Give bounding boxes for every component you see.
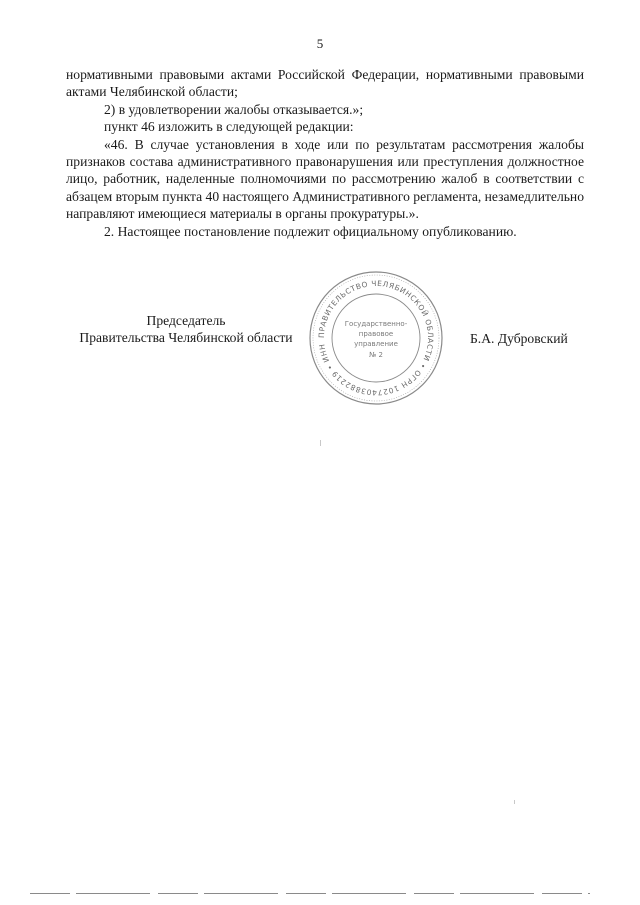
seal-inner-text: правовое [358,330,394,338]
signatory-position-line: Правительства Челябинской области [79,330,293,346]
official-seal [306,268,446,408]
paragraph: 2. Настоящее постановление подлежит официальному опубликованию. [104,223,517,239]
scan-edge-line [30,893,590,894]
paragraph: «46. В случае установления в ходе или по результатам рассмотрения жалобы признаков состава административного правонарушения или преступления должностное лицо, работник, наделенные полномочиями по рассмотрению жалоб в соответствии с абзацем вторым пункта 40 настоящего Административного регламента, незамедлительно направляют имеющиеся материалы в органы прокуратуры.». [66,136,584,222]
document-body [66,66,584,240]
seal-inner-text: управление [354,340,398,348]
paragraph: нормативными правовыми актами Российской Федерации, нормативными правовыми актами Челябинской области; [66,67,584,100]
page-number: 5 [316,36,324,51]
paragraph: пункт 46 изложить в следующей редакции: [104,119,354,135]
signatory-name: Б.А. Дубровский [470,331,568,346]
seal-graphic [306,268,446,408]
paragraph: 2) в удовлетворении жалобы отказывается.»; [104,101,364,117]
seal-inner-text: Государственно- [344,320,408,328]
scan-speck [514,800,515,804]
signatory-position-line: Председатель [146,313,226,328]
scan-speck [320,440,321,446]
signatory-position [66,312,306,347]
seal-inner-text: № 2 [369,351,383,359]
seal-ring-text: ПРАВИТЕЛЬСТВО ЧЕЛЯБИНСКОЙ ОБЛАСТИ • ОГРН 1027403882219 • ИНН [316,278,436,398]
